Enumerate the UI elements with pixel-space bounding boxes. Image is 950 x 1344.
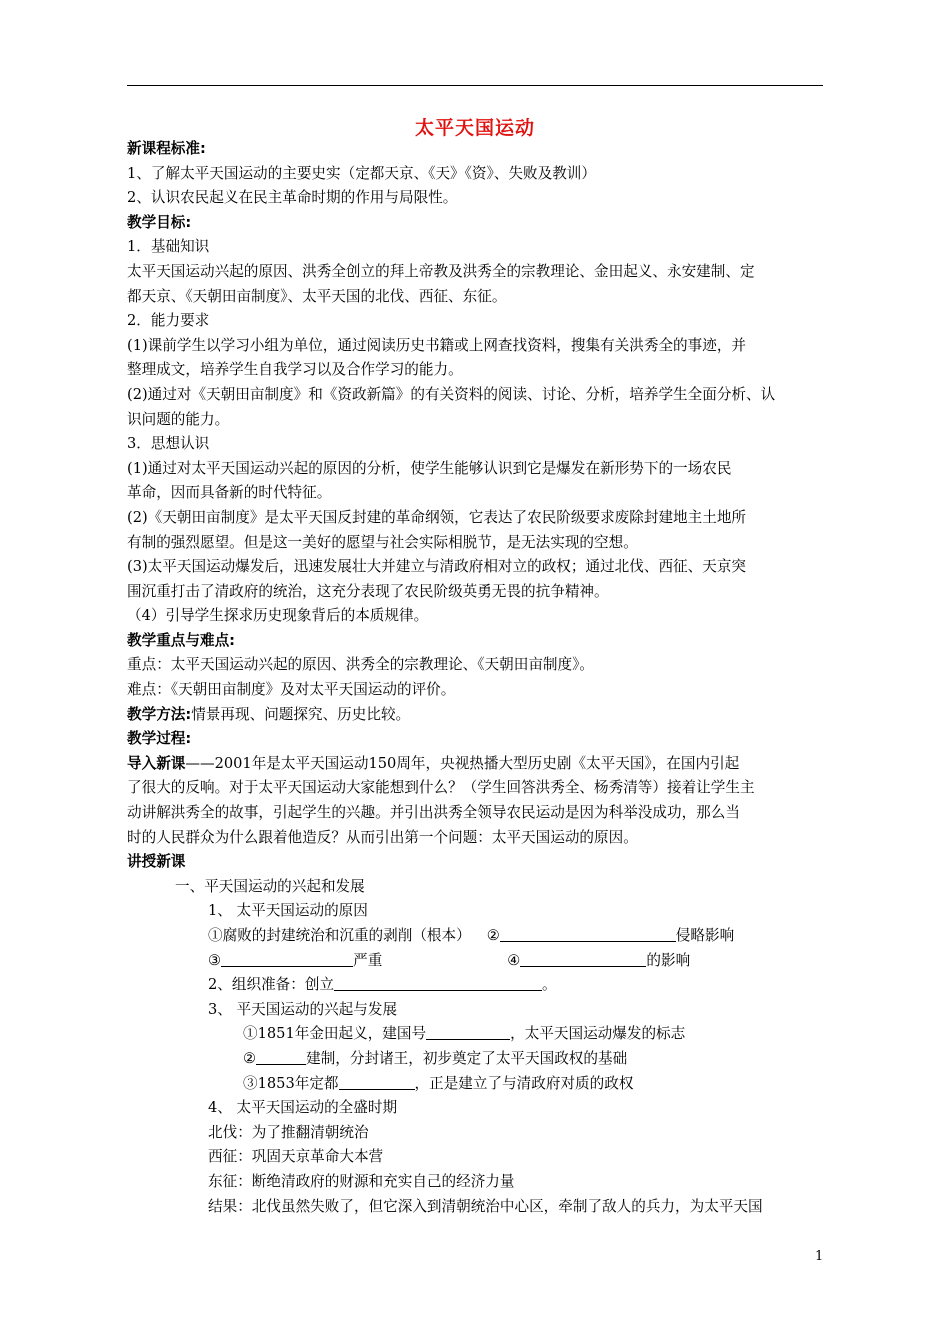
keypoints-heading: 教学重点与难点: bbox=[127, 631, 235, 649]
outline-item: 1、 太平天国运动的原因 bbox=[208, 902, 368, 920]
cause-text: ③ bbox=[208, 951, 222, 969]
intro-text: ——2001年是太平天国运动150周年，央视热播大型历史剧《太平天国》，在国内引起 bbox=[185, 754, 740, 772]
keypoint-line: 难点：《天朝田亩制度》及对太平天国运动的评价。 bbox=[127, 681, 456, 699]
methods-line bbox=[127, 703, 827, 728]
document-body bbox=[127, 137, 827, 1219]
lecture-heading: 讲授新课 bbox=[127, 853, 186, 871]
basic-line: 太平天国运动兴起的原因、洪秀全创立的拜上帝教及洪秀全的宗教理论、金田起义、永安建制、定 bbox=[127, 262, 755, 280]
standard-heading: 新课程标准: bbox=[127, 140, 206, 157]
standard-line: 2、认识农民起义在民主革命时期的作用与局限性。 bbox=[127, 189, 458, 207]
intro-line bbox=[127, 752, 827, 777]
thought-line: (3)太平天国运动爆发后，迅速发展壮大并建立与清政府相对立的政权；通过北伐、西征、天京突 bbox=[127, 558, 747, 576]
fill-blank bbox=[500, 926, 676, 942]
intro-line: 动讲解洪秀全的故事，引起学生的兴趣。并引出洪秀全领导农民运动是因为科举没成功，那么当 bbox=[127, 804, 740, 822]
cause-text: ①腐败的封建统治和沉重的剥削（根本） bbox=[208, 927, 471, 944]
standard-line: 1、了解太平天国运动的主要史实（定都天京、《天》《资》、失败及教训） bbox=[127, 164, 596, 182]
thought-line: 围沉重打击了清政府的统治，这充分表现了农民阶级英勇无畏的抗争精神。 bbox=[127, 582, 609, 600]
cause-line bbox=[127, 949, 827, 974]
header-rule bbox=[127, 85, 823, 86]
sub-item bbox=[127, 1022, 827, 1047]
ability-line: 整理成文，培养学生自我学习以及合作学习的能力。 bbox=[127, 361, 463, 379]
cause-line bbox=[127, 924, 827, 949]
campaign-line: 西征：巩固天京革命大本营 bbox=[208, 1148, 384, 1166]
sub-text: ③1853年定都 bbox=[243, 1074, 339, 1092]
ability-heading: 2．能力要求 bbox=[127, 312, 210, 330]
fill-blank bbox=[334, 975, 542, 991]
cause-text: ② bbox=[486, 927, 500, 944]
thought-line: (1)通过对太平天国运动兴起的原因的分析，使学生能够认识到它是爆发在新形势下的一场农民 bbox=[127, 459, 732, 477]
thought-line: (2)《天朝田亩制度》是太平天国反封建的革命纲领，它表达了农民阶级要求废除封建地主土地所 bbox=[127, 508, 747, 526]
intro-label: 导入新课 bbox=[127, 754, 186, 772]
outline-text: 2、组织准备：创立 bbox=[208, 976, 335, 994]
goals-heading: 教学目标: bbox=[127, 213, 192, 231]
outline-item bbox=[127, 973, 827, 998]
fill-blank bbox=[520, 951, 646, 967]
ability-line: 识问题的能力。 bbox=[127, 410, 230, 428]
thought-heading: 3．思想认识 bbox=[127, 435, 210, 453]
sub-text: ② bbox=[243, 1049, 257, 1067]
outline-item: 4、 太平天国运动的全盛时期 bbox=[208, 1099, 398, 1117]
cause-text: ④ bbox=[507, 951, 521, 969]
fill-blank bbox=[339, 1074, 415, 1090]
keypoint-line: 重点：太平天国运动兴起的原因、洪秀全的宗教理论、《天朝田亩制度》。 bbox=[127, 656, 594, 674]
process-heading: 教学过程: bbox=[127, 730, 192, 748]
section-heading: 一、平天国运动的兴起和发展 bbox=[175, 877, 365, 895]
fill-blank bbox=[221, 951, 353, 967]
fill-blank bbox=[256, 1049, 306, 1065]
cause-text: 严重 bbox=[353, 951, 383, 969]
campaign-line: 结果：北伐虽然失败了，但它深入到清朝统治中心区，牵制了敌人的兵力，为太平天国 bbox=[208, 1197, 763, 1215]
sub-text: ①1851年金田起义，建国号 bbox=[243, 1025, 427, 1043]
cause-text: 的影响 bbox=[646, 951, 691, 969]
methods-heading: 教学方法: bbox=[127, 705, 192, 723]
thought-line: （4）引导学生探求历史现象背后的本质规律。 bbox=[127, 607, 429, 625]
sub-item bbox=[127, 1047, 827, 1072]
basic-heading: 1．基础知识 bbox=[127, 238, 210, 256]
campaign-line: 东征：断绝清政府的财源和充实自己的经济力量 bbox=[208, 1172, 515, 1190]
ability-line: (1)课前学生以学习小组为单位，通过阅读历史书籍或上网查找资料，搜集有关洪秀全的事迹，并 bbox=[127, 336, 747, 354]
sub-text: 建制，分封诸王，初步奠定了太平天国政权的基础 bbox=[306, 1049, 628, 1067]
page-title: 太平天国运动 bbox=[414, 117, 535, 139]
ability-line: (2)通过对《天朝田亩制度》和《资政新篇》的有关资料的阅读、讨论、分析，培养学生全面分析、认 bbox=[127, 385, 776, 403]
intro-line: 了很大的反响。对于太平天国运动大家能想到什么？（学生回答洪秀全、杨秀清等）接着让学生主 bbox=[127, 779, 755, 797]
basic-line: 都天京、《天朝田亩制度》、太平天国的北伐、西征、东征。 bbox=[127, 287, 507, 305]
thought-line: 有制的强烈愿望。但是这一美好的愿望与社会实际相脱节，是无法实现的空想。 bbox=[127, 533, 638, 551]
sub-text: ，正是建立了与清政府对质的政权 bbox=[414, 1074, 634, 1092]
methods-text: 情景再现、问题探究、历史比较。 bbox=[191, 705, 411, 723]
fill-blank bbox=[426, 1024, 510, 1040]
sub-text: ，太平天国运动爆发的标志 bbox=[510, 1025, 686, 1043]
cause-text: 侵略影响 bbox=[675, 927, 735, 944]
page-number: 1 bbox=[815, 1249, 824, 1264]
thought-line: 革命，因而具备新的时代特征。 bbox=[127, 484, 332, 502]
sub-item bbox=[127, 1072, 827, 1097]
outline-item: 3、 平天国运动的兴起与发展 bbox=[208, 1000, 398, 1018]
outline-text: 。 bbox=[542, 976, 557, 994]
campaign-line: 北伐：为了推翻清朝统治 bbox=[208, 1123, 369, 1141]
intro-line: 时的人民群众为什么跟着他造反？从而引出第一个问题：太平天国运动的原因。 bbox=[127, 828, 638, 846]
